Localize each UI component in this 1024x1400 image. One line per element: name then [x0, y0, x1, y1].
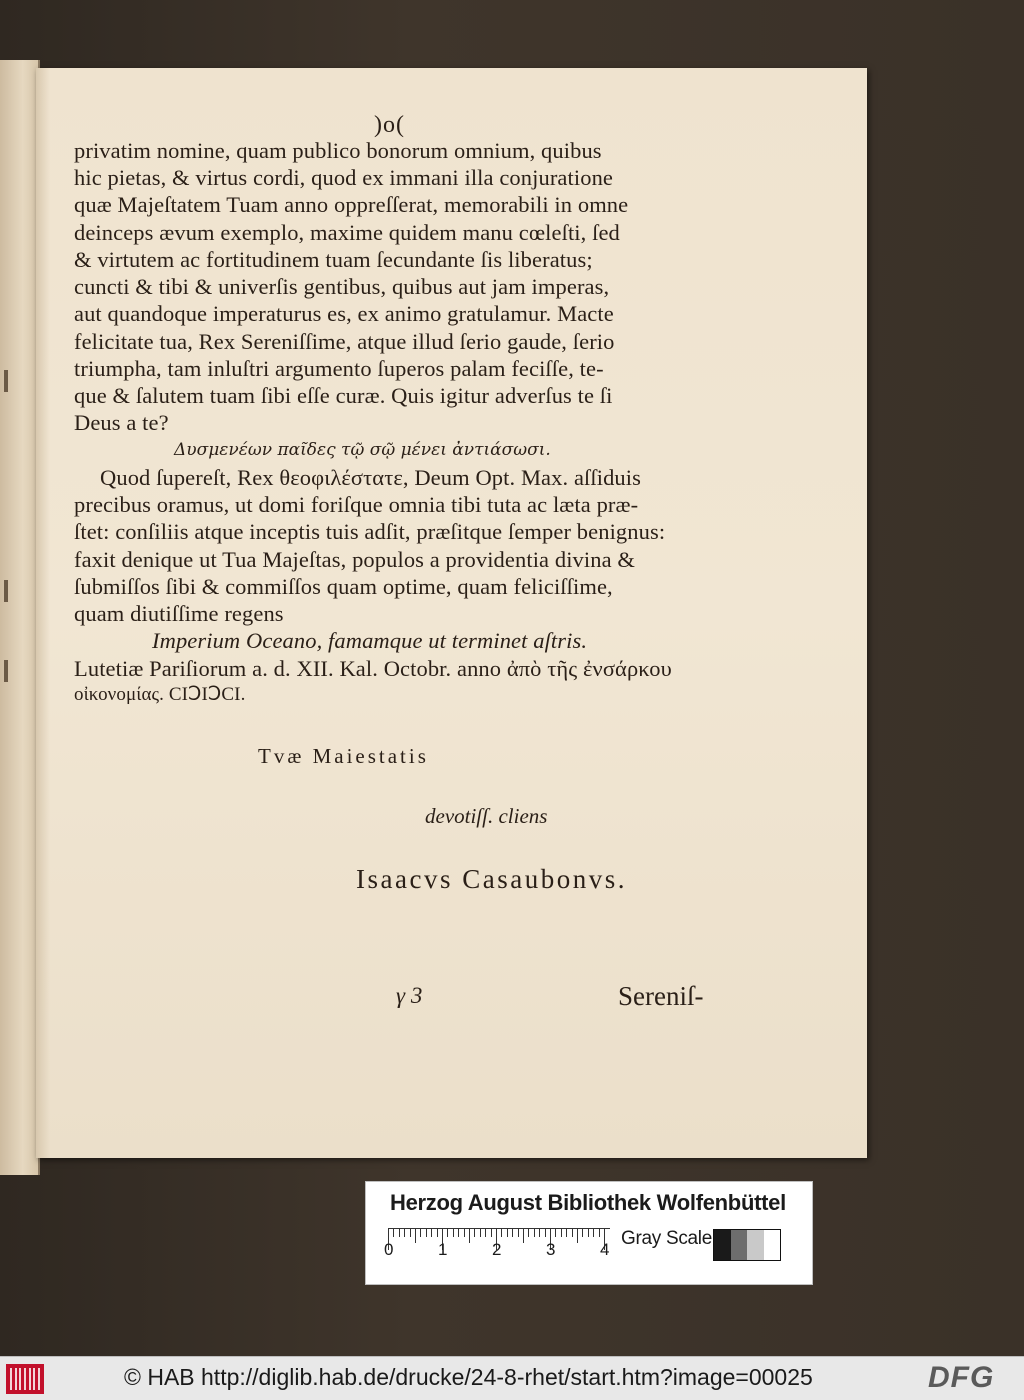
ruler-tick	[539, 1228, 540, 1237]
text-line: Quod ſupereſt, Rex θεοφιλέστατε, Deum Opt. Max. aſſiduis	[100, 465, 641, 490]
ruler-tick	[501, 1228, 502, 1237]
footer-bar	[0, 1356, 1024, 1400]
ruler-tick	[588, 1228, 589, 1237]
head-ornament: )o(	[374, 112, 405, 138]
text-line: precibus oramus, ut domi foriſque omnia tibi tuta ac læta præ-	[74, 492, 639, 517]
text-line: privatim nomine, quam publico bonorum omnium, quibus	[74, 138, 602, 163]
text-line: & virtutem ac fortitudinem tuam ſecundante ſis liberatus;	[74, 247, 593, 272]
ruler-tick	[404, 1228, 405, 1237]
dfg-logo: DFG	[928, 1361, 995, 1394]
ruler-tick	[512, 1228, 513, 1237]
gray-swatch	[731, 1230, 748, 1260]
ruler-tick	[437, 1228, 438, 1237]
ruler-tick	[555, 1228, 556, 1237]
text-line: cuncti & tibi & univerſis gentibus, quibus aut jam imperas,	[74, 274, 610, 299]
ruler-tick	[577, 1228, 578, 1243]
text-line: Deus a te?	[74, 410, 169, 435]
ruler-tick	[518, 1228, 519, 1237]
ruler-tick	[491, 1228, 492, 1237]
ruler-number: 4	[600, 1240, 610, 1259]
ruler-tick	[561, 1228, 562, 1237]
text-line: felicitate tua, Rex Sereniſſime, atque illud ſerio gaude, ſerio	[74, 329, 615, 354]
library-name: Herzog August Bibliothek Wolfenbüttel	[390, 1190, 786, 1215]
text-line: que & ſalutem tuam ſibi eſſe curæ. Quis igitur adverſus te ſi	[74, 383, 613, 408]
signature: Isaacvs Casaubonvs.	[356, 864, 627, 894]
ruler-tick	[420, 1228, 421, 1237]
ruler-tick	[458, 1228, 459, 1237]
ruler-tick	[507, 1228, 508, 1237]
ruler-number: 3	[546, 1240, 556, 1259]
text-line: faxit denique ut Tua Majeſtas, populos a providentia divina &	[74, 547, 636, 572]
ruler-number: 0	[384, 1240, 394, 1259]
ruler-tick	[528, 1228, 529, 1237]
ruler-tick	[572, 1228, 573, 1237]
salutation: Tvæ Maiestatis	[258, 744, 429, 768]
text-line: deinceps ævum exemplo, maxime quidem manu cœleſti, ſed	[74, 220, 620, 245]
ruler-tick	[545, 1228, 546, 1237]
footer-link[interactable]: © HAB http://diglib.hab.de/drucke/24-8-rhet/start.htm?image=00025	[124, 1364, 813, 1390]
ruler-tick	[593, 1228, 594, 1237]
ruler-tick	[426, 1228, 427, 1237]
ruler-tick	[599, 1228, 600, 1237]
date-line: οἰκονομίας. CIↃIↃCI.	[74, 684, 246, 705]
library-color-card	[365, 1181, 813, 1285]
ruler-tick	[410, 1228, 411, 1237]
ruler-number: 1	[438, 1240, 448, 1259]
gray-scale-label: Gray Scale	[621, 1228, 712, 1249]
text-line: ſtet: conſiliis atque inceptis tuis adſit, præſitque ſemper benignus:	[74, 519, 666, 544]
previous-page-edge	[0, 60, 40, 1175]
ruler-number: 2	[492, 1240, 502, 1259]
gray-scale-swatches	[713, 1229, 781, 1261]
page-gutter	[36, 68, 50, 1158]
text-line: ſubmiſſos ſibi & commiſſos quam optime, quam feliciſſime,	[74, 574, 613, 599]
latin-verse: Imperium Oceano, famamque ut terminet aſtris.	[152, 628, 588, 653]
hab-logo-icon	[6, 1364, 44, 1394]
ruler-tick	[485, 1228, 486, 1237]
text-line: aut quandoque imperaturus es, ex animo gratulamur. Macte	[74, 301, 614, 326]
page-edge-mark	[4, 580, 8, 602]
gray-swatch	[747, 1230, 764, 1260]
gray-swatch	[714, 1230, 731, 1260]
text-line: quam diutiſſime regens	[74, 601, 284, 626]
client-line: devotiſſ. cliens	[425, 804, 548, 828]
ruler-tick	[453, 1228, 454, 1237]
signature-mark: γ 3	[396, 983, 423, 1008]
ruler-tick	[469, 1228, 470, 1243]
ruler-tick	[431, 1228, 432, 1237]
ruler-tick	[480, 1228, 481, 1237]
text-line: quæ Majeſtatem Tuam anno oppreſſerat, memorabili in omne	[74, 192, 629, 217]
catchword: Sereniſ-	[618, 981, 704, 1011]
gray-swatch	[764, 1230, 781, 1260]
ruler-tick	[474, 1228, 475, 1237]
ruler-tick	[447, 1228, 448, 1237]
text-line: triumpha, tam inluſtri argumento ſuperos palam feciſſe, te-	[74, 356, 604, 381]
ruler-tick	[534, 1228, 535, 1237]
ruler-tick	[415, 1228, 416, 1243]
ruler-tick	[464, 1228, 465, 1237]
ruler-tick	[566, 1228, 567, 1237]
greek-verse: Δυσμενέων παῖδες τῷ σῷ μένει ἀντιάσωσι.	[174, 440, 551, 460]
page-edge-mark	[4, 370, 8, 392]
ruler-tick	[393, 1228, 394, 1237]
ruler-tick	[399, 1228, 400, 1237]
text-line: hic pietas, & virtus cordi, quod ex immani illa conjuratione	[74, 165, 614, 190]
ruler-tick	[582, 1228, 583, 1237]
ruler-tick	[523, 1228, 524, 1243]
date-line: Lutetiæ Pariſiorum a. d. XII. Kal. Octobr. anno ἀπὸ τῆς ἐνσάρκου	[74, 656, 672, 681]
page-edge-mark	[4, 660, 8, 682]
